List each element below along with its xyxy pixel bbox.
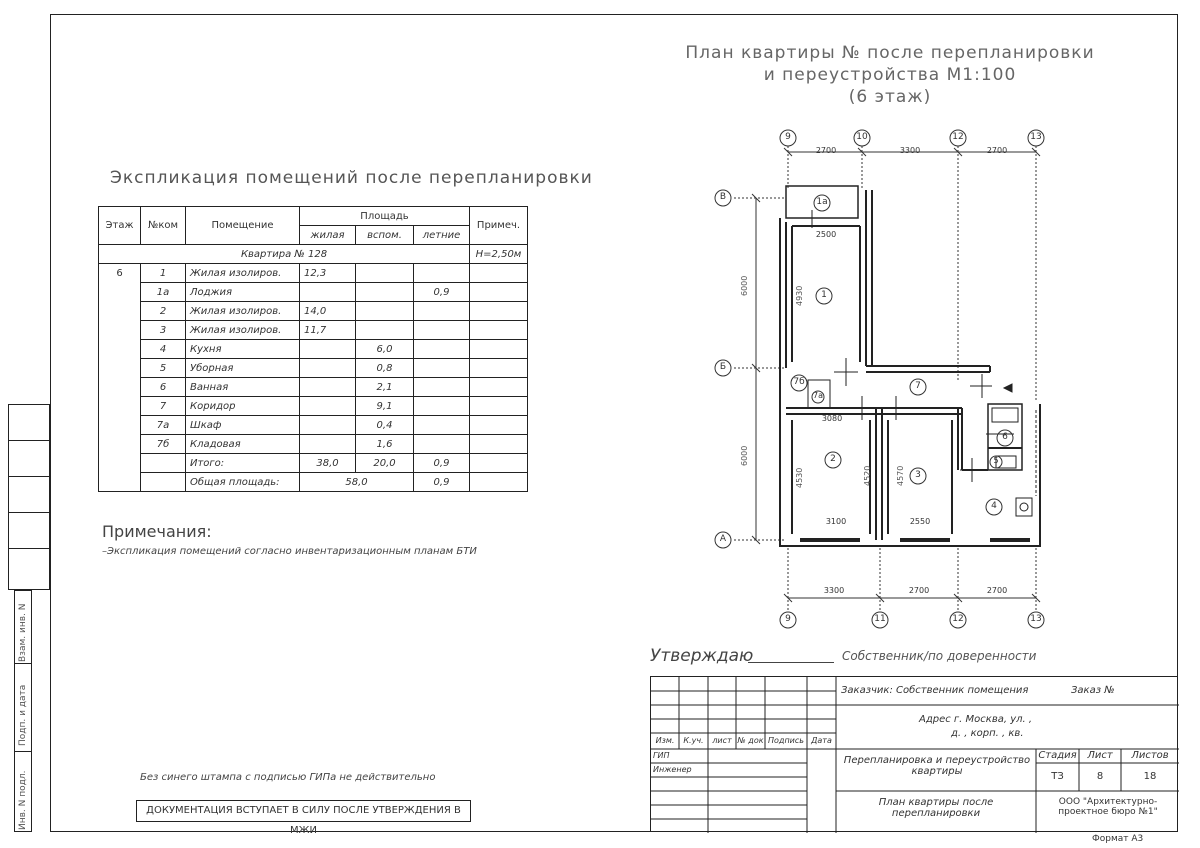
table-row: [99, 397, 528, 416]
header-note: Примеч.: [470, 207, 528, 245]
aux-area: [356, 283, 414, 302]
axis-left-3: А: [719, 534, 727, 544]
margin-cell: [9, 405, 49, 441]
note-cell: [470, 378, 528, 397]
company-name: ООО "Архитектурно-проектное бюро №1": [1058, 797, 1158, 817]
room-no: 6: [141, 378, 186, 397]
common-value: 58,0: [300, 473, 414, 492]
room-no: 5: [141, 359, 186, 378]
table-row: [99, 321, 528, 340]
notes-title: Примечания:: [102, 522, 212, 541]
aux-area: 9,1: [356, 397, 414, 416]
table-row: [99, 264, 528, 283]
summer-area: [414, 340, 470, 359]
doc-notice: ДОКУМЕНТАЦИЯ ВСТУПАЕТ В СИЛУ ПОСЛЕ УТВЕРЖДЕНИЯ В МЖИ: [136, 800, 471, 822]
axis-top-3: 12: [952, 132, 964, 142]
approve-label: Утверждаю: [650, 646, 754, 666]
aux-area: [356, 321, 414, 340]
summer-area: [414, 435, 470, 454]
sheets-label: Листов: [1131, 750, 1169, 761]
summer-area: [414, 302, 470, 321]
col-header: Дата: [811, 736, 832, 745]
note-cell: [470, 473, 528, 492]
table-row: [99, 359, 528, 378]
aux-area: 1,6: [356, 435, 414, 454]
room-label-4: 4: [991, 501, 997, 511]
summer-area: [414, 321, 470, 340]
project-name: Перепланировка и переустройство квартиры: [843, 755, 1031, 777]
summer-area: [414, 264, 470, 283]
total-aux: 20,0: [356, 454, 414, 473]
room-no: [141, 454, 186, 473]
table-row: [99, 435, 528, 454]
plan-title-line2: и переустройства М1:100: [763, 65, 1017, 85]
living-area: [300, 416, 356, 435]
left-margin-grid: [8, 404, 50, 590]
dim-inner-2: 4930: [795, 285, 804, 306]
aux-area: 0,8: [356, 359, 414, 378]
table-row: [99, 378, 528, 397]
living-area: 12,3: [300, 264, 356, 283]
col-header: Изм.: [655, 736, 675, 745]
dim-inner-8: 2550: [909, 517, 931, 526]
room-name: Уборная: [186, 359, 300, 378]
side-label-inv: Инв. N подл.: [18, 770, 28, 830]
note-cell: [470, 340, 528, 359]
summer-area: [414, 397, 470, 416]
margin-cell: [9, 477, 49, 513]
room-name: Кладовая: [186, 435, 300, 454]
axis-left-1: В: [719, 192, 727, 202]
room-no: 1: [141, 264, 186, 283]
table-row: [99, 283, 528, 302]
room-label-7b: 7б: [793, 377, 805, 387]
aux-area: 2,1: [356, 378, 414, 397]
axis-top-2: 10: [856, 132, 868, 142]
col-header: К.уч.: [683, 736, 704, 745]
address-line2: д. , корп. , кв.: [951, 728, 1024, 739]
living-area: 14,0: [300, 302, 356, 321]
dim-left-1: 6000: [740, 275, 749, 296]
room-name: Шкаф: [186, 416, 300, 435]
col-header: № док: [737, 736, 764, 745]
dim-inner-7: 3100: [825, 517, 847, 526]
room-no: 7а: [141, 416, 186, 435]
total-row: [99, 454, 528, 473]
living-area: [300, 359, 356, 378]
room-no: 1а: [141, 283, 186, 302]
customer-label: Заказчик: Собственник помещения: [841, 685, 1029, 696]
height-cell: Н=2,50м: [470, 245, 528, 264]
header-area: Площадь: [300, 207, 470, 226]
aux-area: 6,0: [356, 340, 414, 359]
dim-bottom-3: 2700: [986, 586, 1008, 595]
side-divider: [15, 663, 31, 664]
room-label-2: 2: [830, 454, 836, 464]
room-no: 7б: [141, 435, 186, 454]
table-row: [99, 416, 528, 435]
room-label-1: 1: [821, 290, 827, 300]
explication-title: Экспликация помещений после перепланировки: [110, 168, 593, 188]
room-no: 7: [141, 397, 186, 416]
side-label-replace: Взам. инв. N: [18, 603, 28, 662]
plan-title-line3: (6 этаж): [848, 87, 932, 107]
common-row: [99, 473, 528, 492]
engineer-label: Инженер: [653, 765, 692, 774]
room-name: Жилая изолиров.: [186, 264, 300, 283]
side-label-sign: Подп. и дата: [18, 684, 28, 746]
summer-area: [414, 359, 470, 378]
gip-label: ГИП: [653, 751, 670, 760]
axis-bottom-4: 13: [1030, 614, 1042, 624]
sheet-label: Лист: [1087, 750, 1113, 761]
room-no: 4: [141, 340, 186, 359]
note-cell: [470, 321, 528, 340]
axis-bottom-2: 11: [874, 614, 886, 624]
table-row: [99, 302, 528, 321]
common-label: Общая площадь:: [186, 473, 300, 492]
room-name: Ванная: [186, 378, 300, 397]
header-living: жилая: [300, 226, 356, 245]
note-cell: [470, 359, 528, 378]
room-no: 2: [141, 302, 186, 321]
axis-bottom-1: 9: [785, 614, 791, 624]
room-name: Коридор: [186, 397, 300, 416]
axis-left-2: Б: [719, 362, 727, 372]
explication-table: [98, 206, 528, 492]
approve-owner: Собственник/по доверенности: [842, 649, 1037, 663]
room-name: Лоджия: [186, 283, 300, 302]
aux-area: [356, 264, 414, 283]
room-label-7: 7: [915, 381, 921, 391]
dim-inner-6: 4570: [896, 465, 905, 486]
room-name: Жилая изолиров.: [186, 302, 300, 321]
note-cell: [470, 302, 528, 321]
address-line1: Адрес г. Москва, ул. ,: [919, 714, 1033, 725]
sheets-value: 18: [1143, 771, 1157, 782]
total-label: Итого:: [186, 454, 300, 473]
header-aux: вспом.: [356, 226, 414, 245]
note-cell: [470, 397, 528, 416]
living-area: 11,7: [300, 321, 356, 340]
room-name: Кухня: [186, 340, 300, 359]
warning-text: Без синего штампа с подписью ГИПа не действительно: [140, 772, 436, 783]
room-name: Жилая изолиров.: [186, 321, 300, 340]
dim-bottom-1: 3300: [823, 586, 845, 595]
plan-title-line1: План квартиры № после перепланировки: [685, 43, 1095, 63]
room-no: [141, 473, 186, 492]
note-cell: [470, 264, 528, 283]
room-label-5: 5: [993, 456, 999, 465]
note-cell: [470, 435, 528, 454]
format-label: Формат А3: [1092, 834, 1144, 844]
dim-top-2: 3300: [899, 146, 921, 155]
aux-area: [356, 302, 414, 321]
dim-top-1: 2700: [815, 146, 837, 155]
aux-area: 0,4: [356, 416, 414, 435]
table-row: [99, 340, 528, 359]
axis-top-1: 9: [785, 132, 791, 142]
dim-left-2: 6000: [740, 445, 749, 466]
title-block: [650, 676, 1178, 832]
axis-top-4: 13: [1030, 132, 1042, 142]
room-label-3: 3: [915, 470, 921, 480]
note-cell: [470, 283, 528, 302]
dim-bottom-2: 2700: [908, 586, 930, 595]
dim-inner-5: 4520: [863, 465, 872, 486]
room-label-1a: 1а: [816, 197, 828, 207]
dim-inner-3: 3080: [821, 414, 843, 423]
apartment-row: Квартира № 128: [99, 245, 470, 264]
dim-inner-1: 2500: [815, 230, 837, 239]
living-area: [300, 397, 356, 416]
order-label: Заказ №: [1071, 685, 1115, 696]
summer-area: [414, 416, 470, 435]
margin-cell: [9, 513, 49, 549]
dim-inner-4: 4530: [795, 467, 804, 488]
summer-area: 0,9: [414, 283, 470, 302]
common-summer: 0,9: [414, 473, 470, 492]
margin-cell: [9, 441, 49, 477]
drawing-name: План квартиры после перепланировки: [878, 797, 994, 819]
stage-label: Стадия: [1038, 750, 1077, 761]
living-area: [300, 435, 356, 454]
col-header: лист: [712, 736, 732, 745]
living-area: [300, 340, 356, 359]
room-label-6: 6: [1002, 432, 1008, 442]
sheet-value: 8: [1096, 771, 1104, 782]
floor-cell: 6: [99, 264, 141, 492]
note-cell: [470, 416, 528, 435]
summer-area: [414, 378, 470, 397]
living-area: [300, 283, 356, 302]
col-header: Подпись: [768, 736, 804, 745]
approve-signature-line: [748, 662, 834, 663]
header-room: Помещение: [186, 207, 300, 245]
living-area: [300, 378, 356, 397]
side-divider: [15, 751, 31, 752]
header-floor: Этаж: [99, 207, 141, 245]
dim-top-3: 2700: [986, 146, 1008, 155]
header-room-no: №ком: [141, 207, 186, 245]
room-no: 3: [141, 321, 186, 340]
stage-value: ТЗ: [1051, 771, 1064, 782]
room-label-7a: 7а: [813, 391, 823, 400]
header-summer: летние: [414, 226, 470, 245]
margin-cell: [9, 549, 49, 585]
total-living: 38,0: [300, 454, 356, 473]
note-cell: [470, 454, 528, 473]
total-summer: 0,9: [414, 454, 470, 473]
notes-line: –Экспликация помещений согласно инвентаризационным планам БТИ: [102, 546, 477, 557]
axis-bottom-3: 12: [952, 614, 964, 624]
